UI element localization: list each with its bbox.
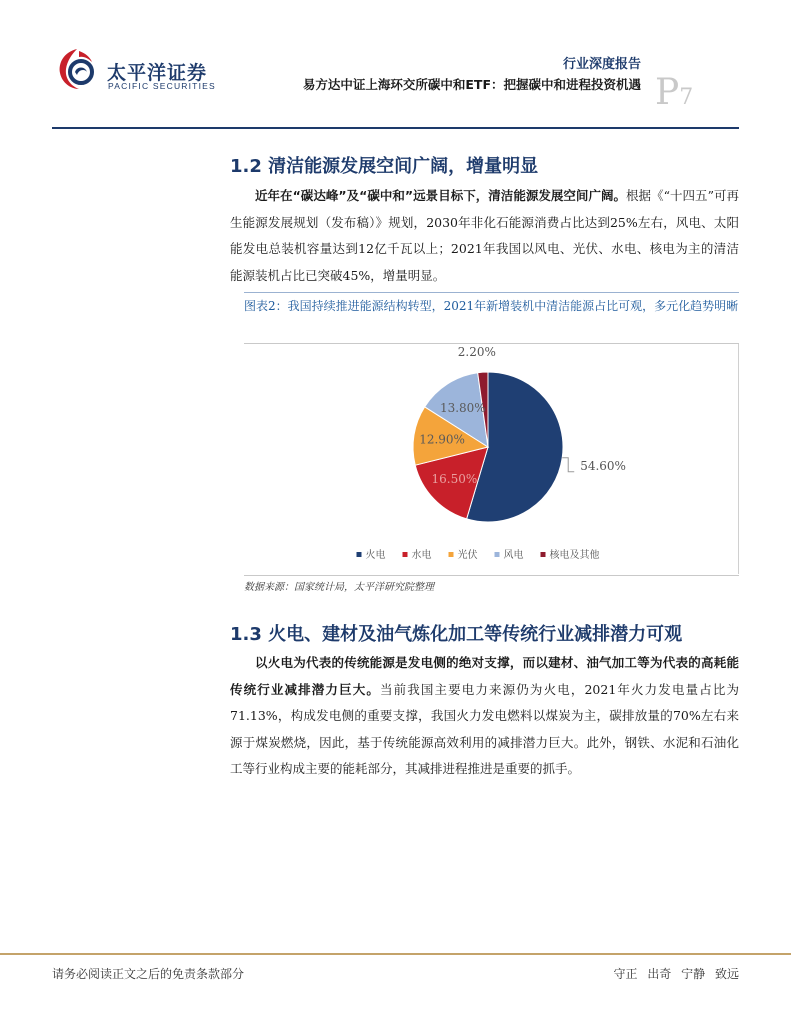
- report-title: 易方达中证上海环交所碳中和ETF：把握碳中和进程投资机遇: [302, 77, 641, 92]
- chart-frame: [244, 344, 739, 574]
- chart-bottom-rule: [244, 575, 739, 576]
- figure-caption: 图表2：我国持续推进能源结构转型，2021年新增装机中清洁能源占比可观，多元化趋势明晰: [244, 299, 739, 313]
- legend-label-2: 水电: [411, 550, 432, 561]
- pie-data-label-3: 12.90%: [419, 432, 465, 447]
- footer-rule: [0, 953, 791, 955]
- section-1-3-paragraph: [230, 650, 739, 783]
- section-1-2-paragraph: [230, 183, 739, 289]
- pie-data-label-4: 13.80%: [439, 400, 486, 415]
- legend-swatch-5: [541, 552, 546, 557]
- page-letter: P: [655, 72, 680, 113]
- logo-text-cn: 太平洋证券: [107, 62, 208, 84]
- footer-motto: 守正 出奇 宁静 致远: [613, 967, 739, 981]
- pie-data-label-1: 54.60%: [580, 458, 626, 473]
- section-heading-1-3: 1.3 火电、建材及油气炼化加工等传统行业减排潜力可观: [230, 624, 683, 645]
- page-number: [655, 72, 693, 113]
- section-1-2-lead: 近年在“碳达峰”及“碳中和”远景目标下，清洁能源发展空间广阔。: [255, 188, 627, 203]
- legend-label-1: 火电: [365, 550, 386, 561]
- legend-swatch-4: [495, 552, 500, 557]
- section-1-2-body: 根据《“十四五”可再生能源发展规划（发布稿）》规划，2030年非化石能源消费占比达到25%左右，风电、太阳能发电总装机容量达到12亿千瓦以上；2021年我国以风电、光伏、水电、核电为主的清洁能源装机占比已突破45%，增量明显。: [230, 188, 740, 283]
- page-digit: 7: [679, 85, 694, 110]
- pie-data-label-5: 2.20%: [457, 345, 496, 360]
- logo-text-en: PACIFIC SECURITIES: [108, 81, 216, 91]
- legend-swatch-3: [449, 552, 454, 557]
- header-rule: [52, 127, 739, 129]
- section-1-3-lead: 以火电为代表的传统能源是发电侧的绝对支撑，而以建材、油气加工等为代表的高耗能传统行业减排潜力巨大。: [230, 655, 739, 697]
- legend-label-3: 光伏: [457, 550, 478, 561]
- footer-disclaimer: 请务必阅读正文之后的免责条款部分: [52, 967, 245, 981]
- pie-chart: [244, 344, 739, 574]
- company-logo: [55, 45, 215, 95]
- legend-swatch-1: [357, 552, 362, 557]
- logo-mark-icon: [55, 45, 99, 93]
- legend-label-4: 风电: [503, 550, 524, 561]
- figure-source: 数据来源：国家统计局，太平洋研究院整理: [244, 582, 434, 593]
- pie-data-label-2: 16.50%: [431, 472, 478, 487]
- section-heading-1-2: 1.2 清洁能源发展空间广阔，增量明显: [230, 156, 539, 177]
- section-1-3-body: 当前我国主要电力来源仍为火电，2021年火力发电量占比为71.13%，构成发电侧的重要支撑，我国火力发电燃料以煤炭为主，碳排放量的70%左右来源于煤炭燃烧，因此，基于传统能源高效利用的减排潜力巨大。此外，钢铁、水泥和石油化工等行业构成主要的能耗部分，其减排进程推进是重要的抓手。: [230, 681, 739, 776]
- figure-caption-top-rule: [244, 292, 739, 293]
- pie-leader-line-1: [562, 458, 574, 472]
- legend-label-5: 核电及其他: [549, 550, 600, 561]
- legend-swatch-2: [403, 552, 408, 557]
- report-type: 行业深度报告: [562, 57, 641, 72]
